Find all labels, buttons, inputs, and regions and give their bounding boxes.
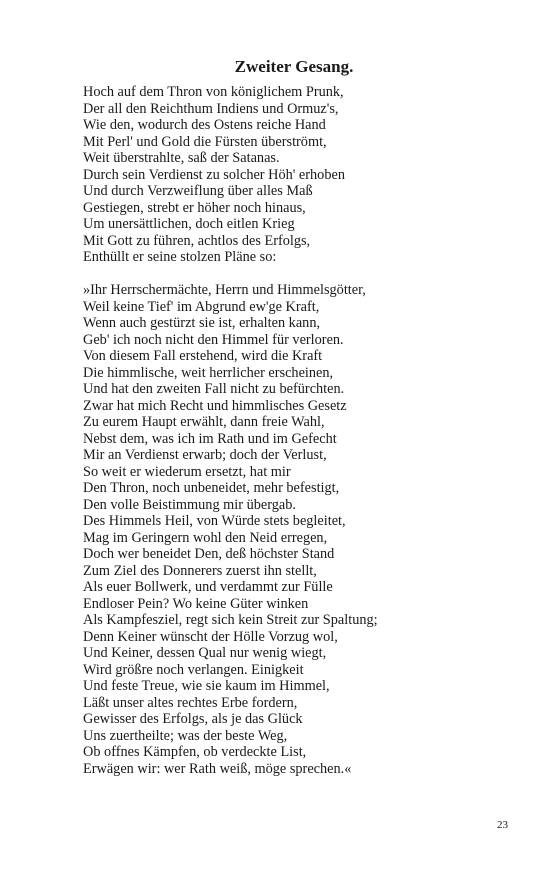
verse-line: Läßt unser altes rechtes Erbe fordern,: [83, 694, 298, 711]
verse-line: Des Himmels Heil, von Würde stets begleitet,: [83, 513, 346, 529]
page-number: 23: [497, 819, 508, 831]
verse-line: Mag im Geringern wohl den Neid erregen,: [83, 529, 328, 546]
verse-line: Gestiegen, strebt er höher noch hinaus,: [83, 199, 306, 216]
verse-line: Zum Ziel des Donnerers zuerst ihn stellt,: [83, 562, 317, 579]
verse-line: Und hat den zweiten Fall nicht zu befürchten.: [83, 381, 345, 397]
verse-line: Hoch auf dem Thron von königlichem Prunk,: [83, 84, 344, 100]
verse-line: Weit überstrahlte, saß der Satanas.: [83, 150, 280, 166]
verse-line: Wird größre noch verlangen. Einigkeit: [83, 661, 304, 678]
verse-line: Den volle Beistimmung mir übergab.: [83, 496, 296, 513]
verse-line: Gewisser des Erfolgs, als je das Glück: [83, 711, 303, 727]
poem-body: [83, 84, 523, 777]
stanza-1: [83, 84, 523, 266]
verse-line: Doch wer beneidet Den, deß höchster Stand: [83, 546, 335, 562]
verse-line: Uns zuertheilte; was der beste Weg,: [83, 727, 288, 744]
verse-line: Ob offnes Kämpfen, ob verdeckte List,: [83, 744, 307, 760]
verse-line: Enthüllt er seine stolzen Pläne so:: [83, 249, 277, 265]
verse-line: Und durch Verzweiflung über alles Maß: [83, 183, 313, 199]
verse-line: Erwägen wir: wer Rath weiß, möge sprechen.«: [83, 760, 352, 777]
verse-line: Um unersättlichen, doch eitlen Krieg: [83, 216, 295, 232]
verse-line: Die himmlische, weit herrlicher erscheinen,: [83, 364, 334, 381]
verse-line: Als Kampfesziel, regt sich kein Streit zur Spaltung;: [83, 612, 378, 628]
verse-line: Mir an Verdienst erwarb; doch der Verlust,: [83, 447, 327, 463]
verse-line: Und feste Treue, wie sie kaum im Himmel,: [83, 678, 330, 694]
verse-line: »Ihr Herrschermächte, Herrn und Himmelsgötter,: [83, 282, 366, 298]
verse-line: Wenn auch gestürzt sie ist, erhalten kann,: [83, 315, 321, 331]
verse-line: Zwar hat mich Recht und himmlisches Gesetz: [83, 397, 347, 414]
verse-line: Endloser Pein? Wo keine Güter winken: [83, 595, 309, 612]
verse-line: So weit er wiederum ersetzt, hat mir: [83, 463, 291, 480]
verse-line: Nebst dem, was ich im Rath und im Gefecht: [83, 430, 337, 447]
verse-line: Als euer Bollwerk, und verdammt zur Fülle: [83, 579, 333, 595]
verse-line: Und Keiner, dessen Qual nur wenig wiegt,: [83, 645, 327, 661]
verse-line: Denn Keiner wünscht der Hölle Vorzug wol,: [83, 628, 338, 645]
stanza-2: [83, 282, 523, 777]
verse-line: Geb' ich noch nicht den Himmel für verloren.: [83, 331, 344, 348]
verse-line: Zu eurem Haupt erwählt, dann freie Wahl,: [83, 414, 325, 430]
verse-line: Von diesem Fall erstehend, wird die Kraft: [83, 348, 323, 364]
verse-line: Durch sein Verdienst zu solcher Höh' erhoben: [83, 166, 345, 183]
verse-line: Den Thron, noch unbeneidet, mehr befestigt,: [83, 480, 340, 496]
verse-line: Der all den Reichthum Indiens und Ormuz's,: [83, 100, 339, 117]
verse-line: Mit Gott zu führen, achtlos des Erfolgs,: [83, 232, 311, 249]
chapter-title: Zweiter Gesang.: [234, 57, 354, 76]
verse-line: Weil keine Tief' im Abgrund ew'ge Kraft,: [83, 298, 320, 315]
verse-line: Wie den, wodurch des Ostens reiche Hand: [83, 117, 326, 133]
verse-line: Mit Perl' und Gold die Fürsten überströmt,: [83, 133, 327, 150]
